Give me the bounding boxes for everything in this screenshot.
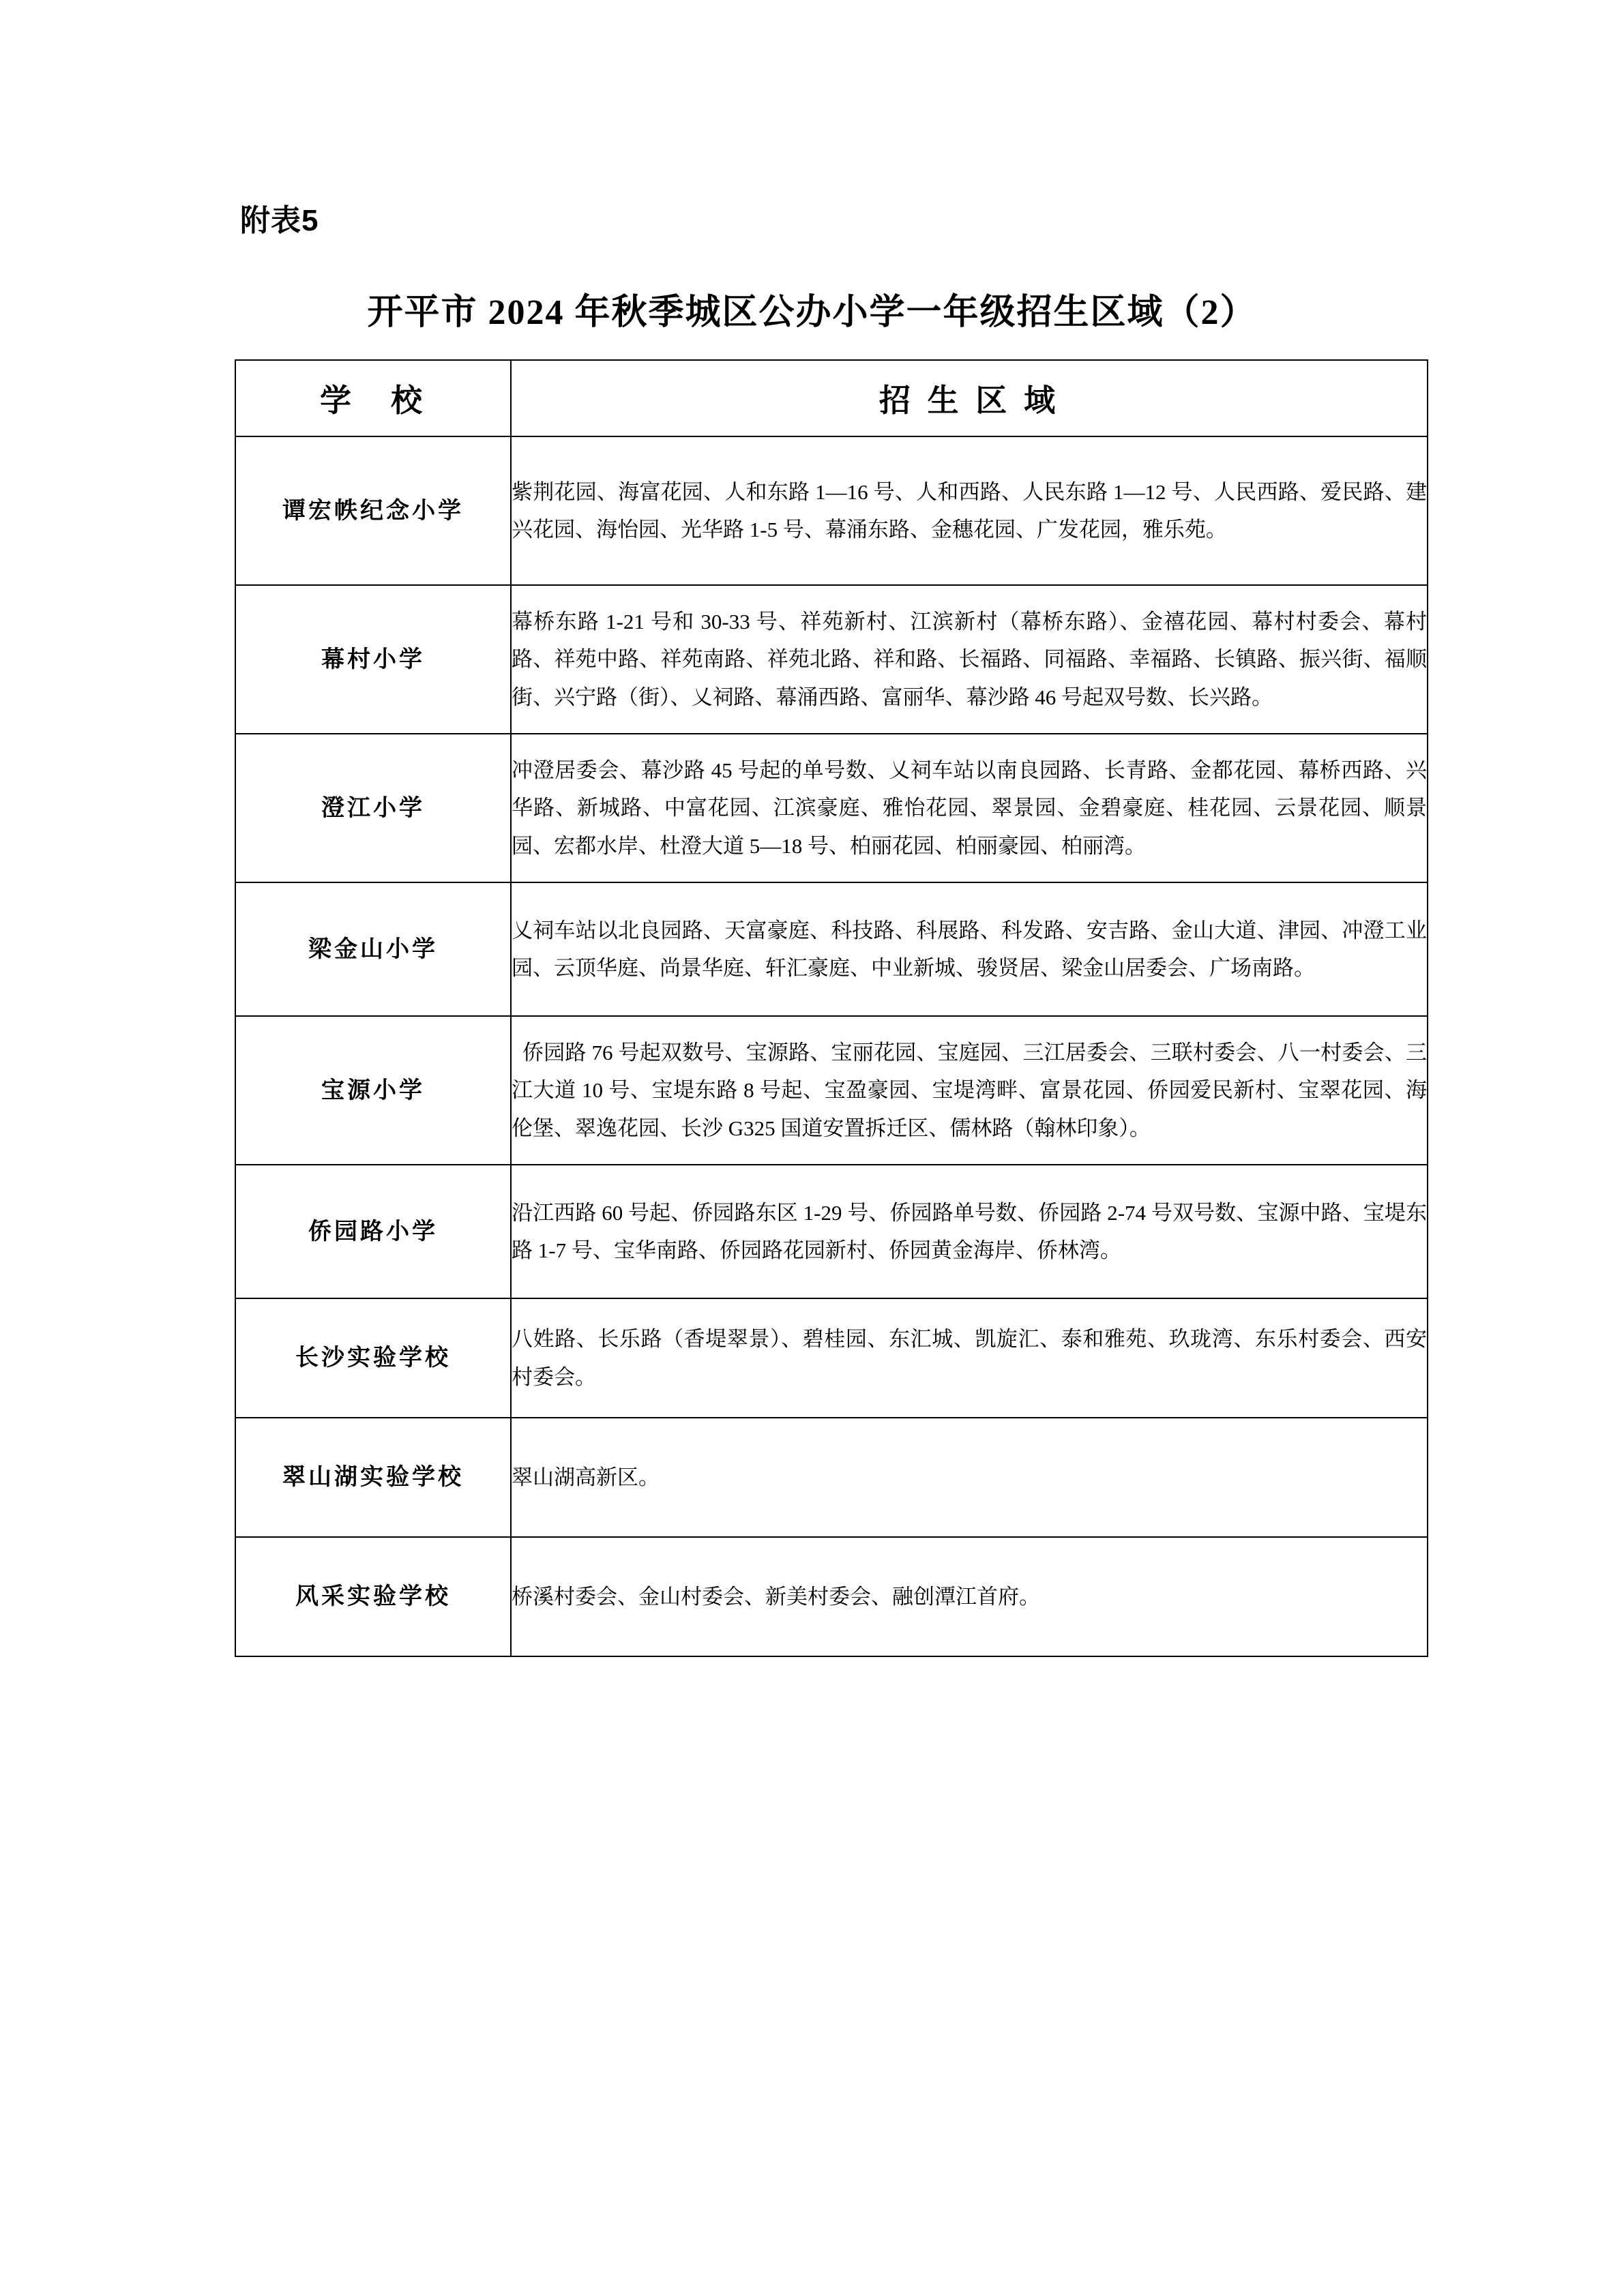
enrollment-area-cell: 乂祠车站以北良园路、天富豪庭、科技路、科展路、科发路、安吉路、金山大道、津园、冲澄工业园、云顶华庭、尚景华庭、轩汇豪庭、中业新城、骏贤居、梁金山居委会、广场南路。 [511,882,1428,1016]
column-header-area: 招 生 区 域 [511,360,1428,436]
enrollment-area-cell: 八姓路、长乐路（香堤翠景）、碧桂园、东汇城、凯旋汇、泰和雅苑、玖珑湾、东乐村委会、西安村委会。 [511,1298,1428,1418]
enrollment-area-cell: 侨园路 76 号起双数号、宝源路、宝丽花园、宝庭园、三江居委会、三联村委会、八一村委会、三江大道 10 号、宝堤东路 8 号起、宝盈豪园、宝堤湾畔、富景花园、侨园爱民新村、宝翠花园、海伦堡、翠逸花园、长沙 G325 国道安置拆迁区、儒林路（翰林印象）。 [511,1016,1428,1165]
table-row [235,1298,1428,1418]
enrollment-area-cell: 冲澄居委会、幕沙路 45 号起的单号数、乂祠车站以南良园路、长青路、金都花园、幕桥西路、兴华路、新城路、中富花园、江滨豪庭、雅怡花园、翠景园、金碧豪庭、桂花园、云景花园、顺景园、宏都水岸、杜澄大道 5—18 号、柏丽花园、柏丽豪园、柏丽湾。 [511,734,1428,882]
table-row [235,1418,1428,1537]
school-name-cell: 谭宏帙纪念小学 [235,436,511,585]
table-row [235,585,1428,734]
school-name-cell: 侨园路小学 [235,1165,511,1298]
enrollment-area-table [235,359,1428,1657]
enrollment-area-cell: 幕桥东路 1-21 号和 30-33 号、祥苑新村、江滨新村（幕桥东路）、金禧花园、幕村村委会、幕村路、祥苑中路、祥苑南路、祥苑北路、祥和路、长福路、同福路、幸福路、长镇路、振兴街、福顺街、兴宁路（街）、乂祠路、幕涌西路、富丽华、幕沙路 46 号起双号数、长兴路。 [511,585,1428,734]
table-row [235,1165,1428,1298]
school-name-cell: 幕村小学 [235,585,511,734]
attachment-label: 附表5 [240,204,319,237]
table-row [235,436,1428,585]
school-name-cell: 翠山湖实验学校 [235,1418,511,1537]
table-row [235,882,1428,1016]
school-name-cell: 梁金山小学 [235,882,511,1016]
page-title: 开平市 2024 年秋季城区公办小学一年级招生区域（2） [367,293,1257,332]
enrollment-area-cell: 沿江西路 60 号起、侨园路东区 1-29 号、侨园路单号数、侨园路 2-74 号双号数、宝源中路、宝堤东路 1-7 号、宝华南路、侨园路花园新村、侨园黄金海岸、侨林湾。 [511,1165,1428,1298]
table-row [235,1537,1428,1656]
column-header-school: 学 校 [235,360,511,436]
table-row [235,734,1428,882]
school-name-cell: 长沙实验学校 [235,1298,511,1418]
school-name-cell: 风采实验学校 [235,1537,511,1656]
school-name-cell: 澄江小学 [235,734,511,882]
table-row [235,1016,1428,1165]
enrollment-area-cell: 桥溪村委会、金山村委会、新美村委会、融创潭江首府。 [511,1537,1428,1656]
enrollment-area-cell: 翠山湖高新区。 [511,1418,1428,1537]
enrollment-area-cell: 紫荆花园、海富花园、人和东路 1—16 号、人和西路、人民东路 1—12 号、人民西路、爱民路、建兴花园、海怡园、光华路 1-5 号、幕涌东路、金穗花园、广发花园，雅乐苑。 [511,436,1428,585]
table-header-row [235,360,1428,436]
school-name-cell: 宝源小学 [235,1016,511,1165]
